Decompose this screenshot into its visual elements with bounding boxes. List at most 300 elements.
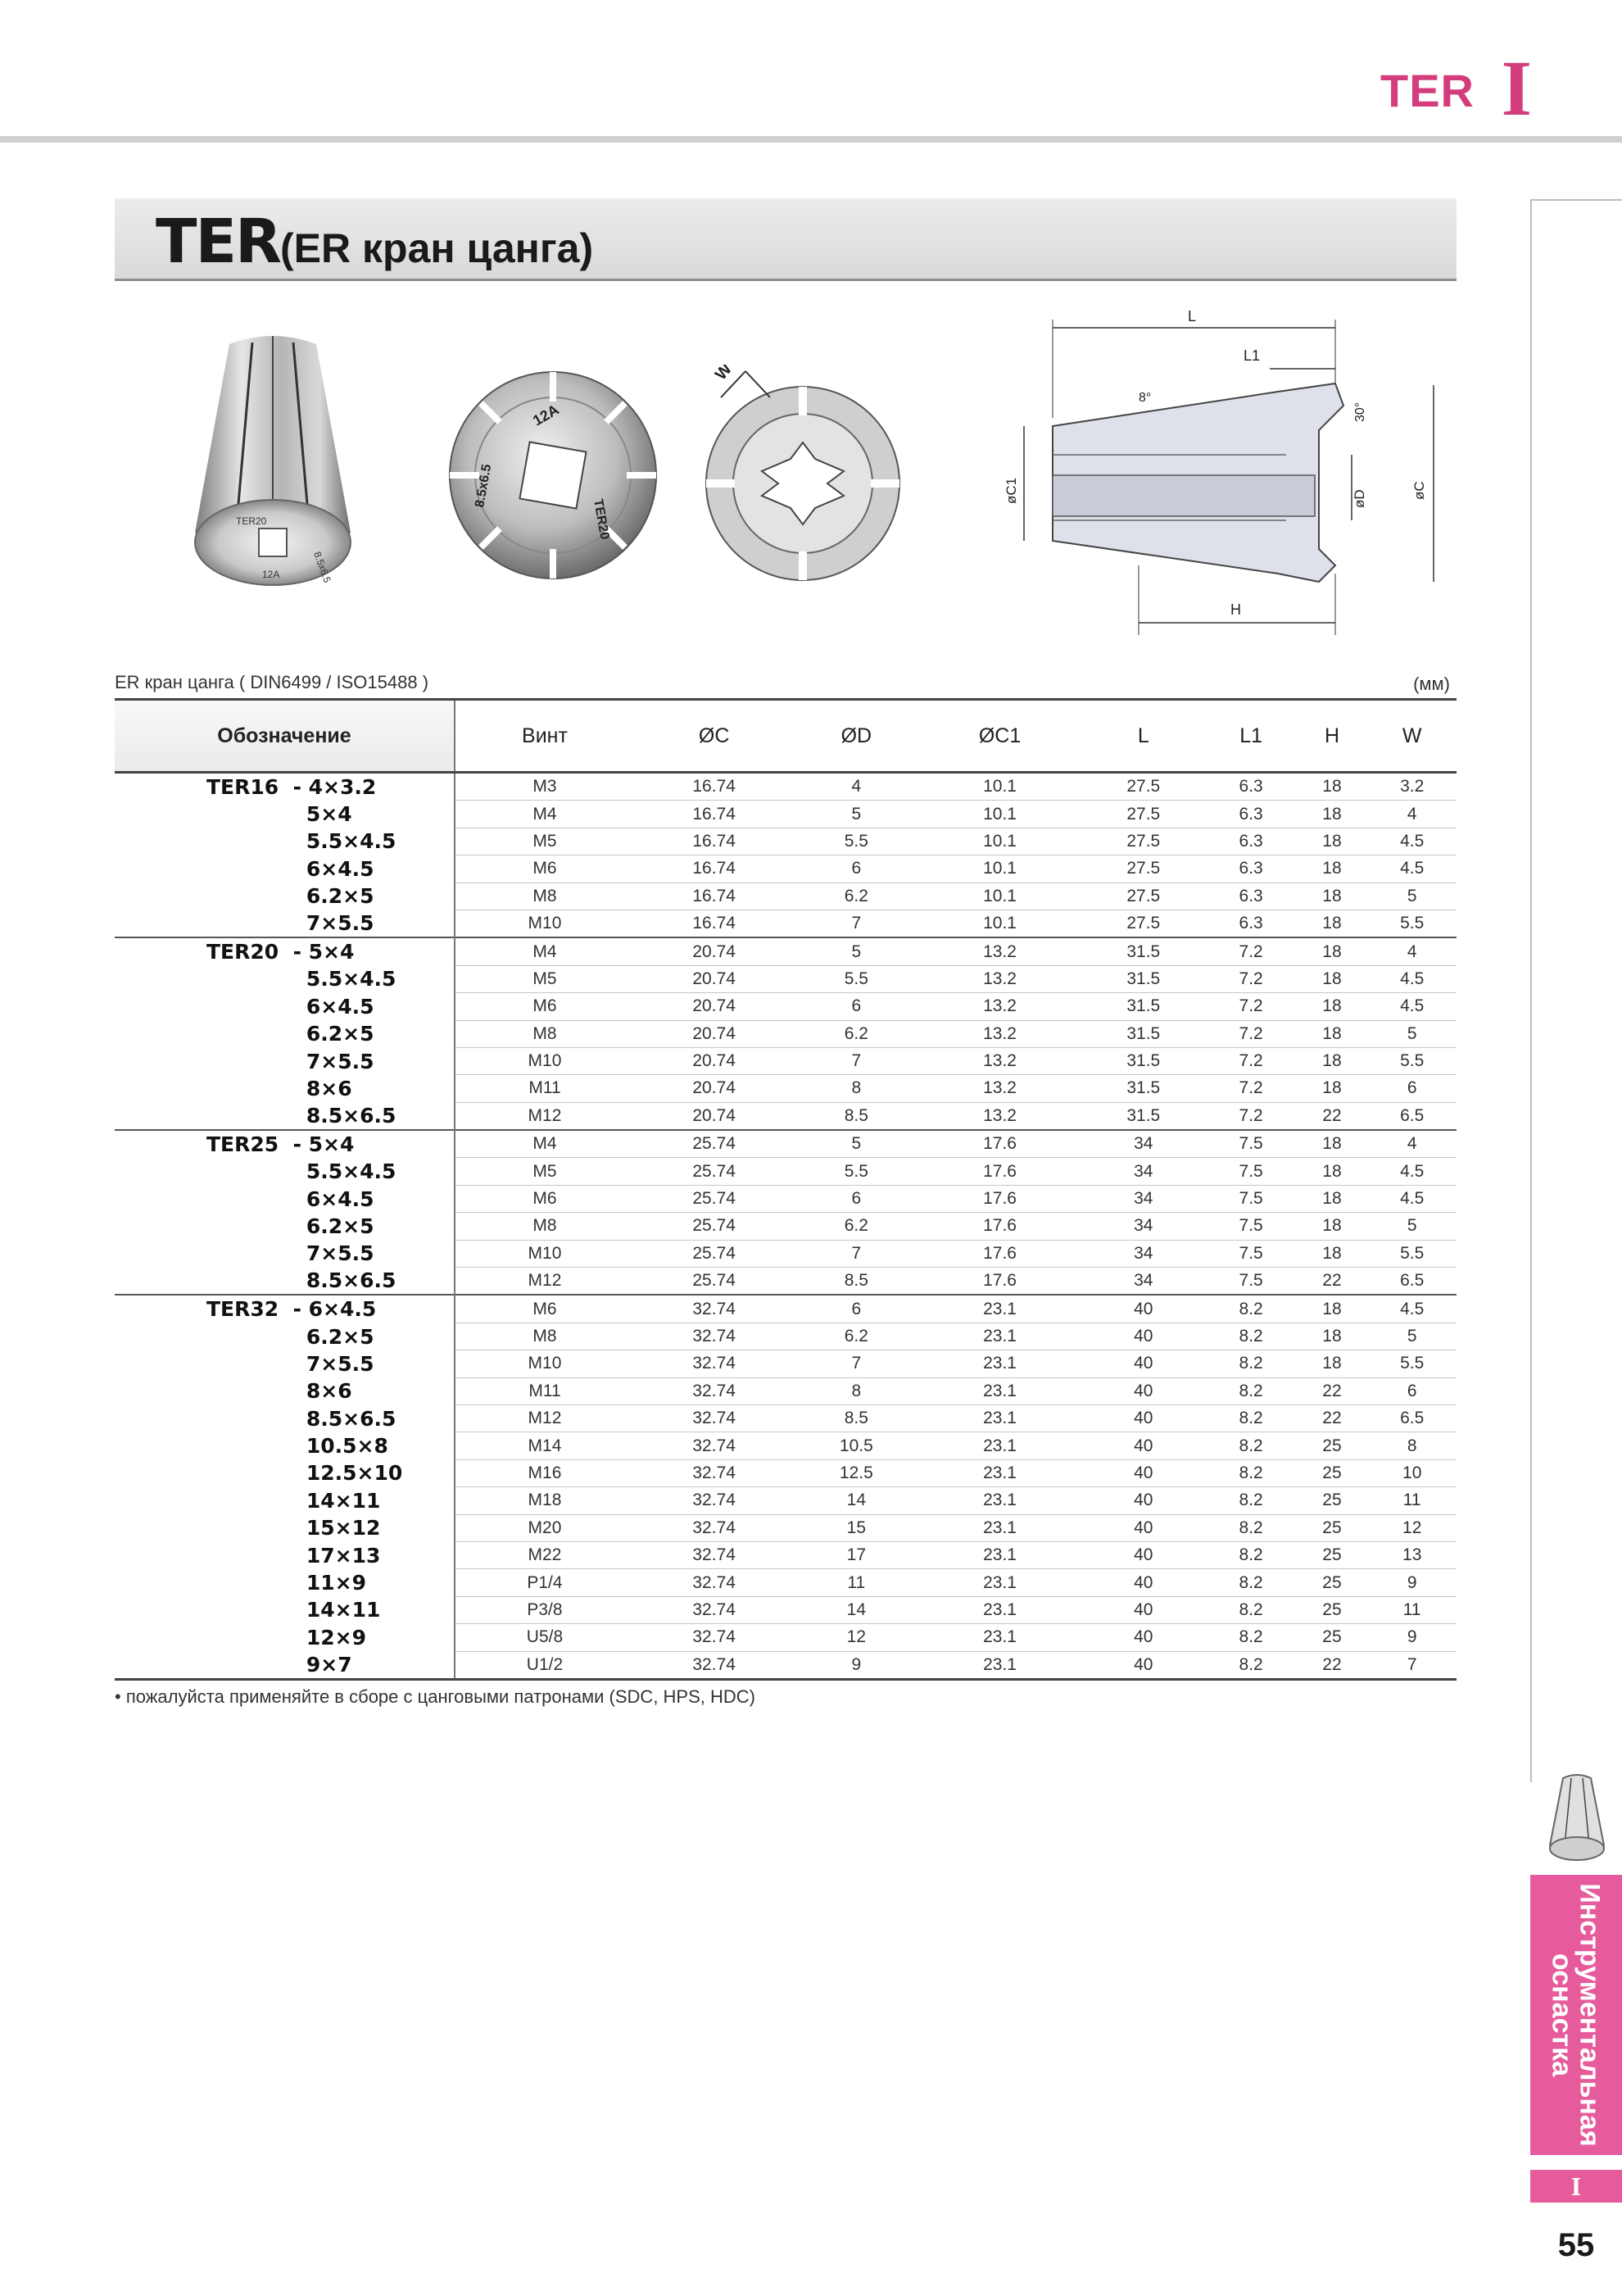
cell-dc1: 13.2: [918, 1047, 1081, 1074]
cell-dd: 6: [794, 1185, 918, 1212]
cell-w: 4.5: [1367, 965, 1457, 992]
cell-designation: 6.2×5: [115, 1020, 455, 1047]
cell-dc: 32.74: [634, 1350, 794, 1377]
page-number: 55: [1557, 2227, 1595, 2263]
table-row: [115, 965, 1457, 992]
cell-h: 18: [1297, 1075, 1368, 1102]
spec-table: [115, 698, 1457, 1681]
collet-front-view-drawing: [688, 365, 901, 586]
cell-screw: M11: [455, 1377, 634, 1404]
cell-h: 25: [1297, 1459, 1368, 1486]
cell-dc1: 23.1: [918, 1569, 1081, 1596]
cell-dc: 16.74: [634, 855, 794, 883]
cell-dd: 12: [794, 1624, 918, 1651]
dim-label-l1: L1: [1244, 347, 1261, 364]
cell-h: 18: [1297, 883, 1368, 910]
cell-h: 25: [1297, 1432, 1368, 1459]
cell-dd: 5.5: [794, 1158, 918, 1185]
cell-dc1: 23.1: [918, 1651, 1081, 1679]
cell-dc1: 23.1: [918, 1377, 1081, 1404]
cell-l1: 7.5: [1206, 1185, 1297, 1212]
cell-screw: M6: [455, 993, 634, 1020]
cell-dc: 16.74: [634, 910, 794, 937]
cell-h: 25: [1297, 1514, 1368, 1541]
dim-label-dd: øD: [1352, 489, 1367, 508]
cell-h: 18: [1297, 855, 1368, 883]
cell-designation: 6×4.5: [115, 855, 455, 883]
cell-dd: 17: [794, 1541, 918, 1568]
cell-l: 34: [1081, 1130, 1206, 1158]
cell-h: 22: [1297, 1268, 1368, 1295]
cell-h: 18: [1297, 1240, 1368, 1267]
table-row: [115, 1213, 1457, 1240]
cell-l: 40: [1081, 1350, 1206, 1377]
cell-designation: TER32 - 6×4.5: [115, 1295, 455, 1323]
cell-w: 5: [1367, 1323, 1457, 1350]
cell-dc1: 10.1: [918, 883, 1081, 910]
cell-designation: 12×9: [115, 1624, 455, 1651]
cell-w: 4.5: [1367, 1158, 1457, 1185]
cell-l1: 8.2: [1206, 1596, 1297, 1623]
cell-designation: 7×5.5: [115, 1240, 455, 1267]
cell-l1: 7.5: [1206, 1268, 1297, 1295]
cell-dd: 5: [794, 937, 918, 965]
cell-dc1: 17.6: [918, 1213, 1081, 1240]
cell-dd: 8.5: [794, 1268, 918, 1295]
cell-l: 27.5: [1081, 910, 1206, 937]
cell-w: 6.5: [1367, 1404, 1457, 1432]
cell-l1: 7.2: [1206, 965, 1297, 992]
col-header-l1: L1: [1206, 700, 1297, 773]
cell-h: 18: [1297, 828, 1368, 855]
collet-section-drawing: [991, 303, 1466, 647]
table-row: [115, 773, 1457, 801]
table-row: [115, 993, 1457, 1020]
cell-l1: 8.2: [1206, 1459, 1297, 1486]
cell-l1: 8.2: [1206, 1295, 1297, 1323]
cell-dc1: 23.1: [918, 1432, 1081, 1459]
cell-l: 27.5: [1081, 801, 1206, 828]
cell-l: 34: [1081, 1158, 1206, 1185]
cell-l1: 7.5: [1206, 1213, 1297, 1240]
cell-l: 40: [1081, 1295, 1206, 1323]
cell-w: 4.5: [1367, 1295, 1457, 1323]
cell-l1: 7.2: [1206, 1020, 1297, 1047]
cell-dd: 14: [794, 1596, 918, 1623]
table-row: [115, 1020, 1457, 1047]
cell-l: 31.5: [1081, 937, 1206, 965]
cell-h: 18: [1297, 993, 1368, 1020]
cell-dc: 25.74: [634, 1268, 794, 1295]
cell-designation: 8×6: [115, 1075, 455, 1102]
cell-l1: 8.2: [1206, 1651, 1297, 1679]
cell-w: 11: [1367, 1596, 1457, 1623]
cell-h: 25: [1297, 1487, 1368, 1514]
cell-dc1: 13.2: [918, 965, 1081, 992]
cell-h: 18: [1297, 1295, 1368, 1323]
table-units: (мм): [1413, 674, 1450, 694]
header-divider: [0, 136, 1622, 143]
cell-designation: 10.5×8: [115, 1432, 455, 1459]
collet-end-photo: [446, 369, 659, 582]
dim-label-dc: øC: [1411, 481, 1427, 500]
cell-dc: 16.74: [634, 773, 794, 801]
collet-thread-marking: 8.5x6.5: [311, 550, 333, 585]
cell-dd: 6.2: [794, 1323, 918, 1350]
cell-dc: 32.74: [634, 1487, 794, 1514]
cell-l: 27.5: [1081, 855, 1206, 883]
cell-dc1: 17.6: [918, 1268, 1081, 1295]
title-main-text: TER: [156, 206, 281, 277]
cell-h: 22: [1297, 1102, 1368, 1130]
cell-dc1: 23.1: [918, 1404, 1081, 1432]
side-tab-frame: [1530, 199, 1622, 1782]
collet-side-photo: [187, 328, 359, 590]
cell-dc: 32.74: [634, 1377, 794, 1404]
cell-l: 40: [1081, 1459, 1206, 1486]
cell-w: 5: [1367, 883, 1457, 910]
cell-l1: 6.3: [1206, 910, 1297, 937]
cell-screw: M10: [455, 1047, 634, 1074]
usage-note: • пожалуйста применяйте в сборе с цанговыми патронами (SDC, HPS, HDC): [115, 1686, 755, 1707]
table-row: [115, 1624, 1457, 1651]
cell-designation: 14×11: [115, 1596, 455, 1623]
table-row: [115, 1596, 1457, 1623]
cell-h: 25: [1297, 1569, 1368, 1596]
cell-w: 11: [1367, 1487, 1457, 1514]
cell-w: 6.5: [1367, 1268, 1457, 1295]
cell-dc: 20.74: [634, 965, 794, 992]
cell-screw: M10: [455, 1350, 634, 1377]
dim-label-h: H: [1230, 601, 1241, 618]
cell-dd: 8: [794, 1075, 918, 1102]
cell-screw: M16: [455, 1459, 634, 1486]
cell-screw: M3: [455, 773, 634, 801]
cell-l1: 6.3: [1206, 855, 1297, 883]
cell-dc: 32.74: [634, 1323, 794, 1350]
cell-w: 9: [1367, 1624, 1457, 1651]
cell-l1: 8.2: [1206, 1541, 1297, 1568]
table-row: [115, 1487, 1457, 1514]
cell-screw: M5: [455, 828, 634, 855]
cell-designation: 5×4: [115, 801, 455, 828]
cell-w: 10: [1367, 1459, 1457, 1486]
cell-screw: M4: [455, 801, 634, 828]
cell-w: 3.2: [1367, 773, 1457, 801]
cell-dc1: 23.1: [918, 1514, 1081, 1541]
cell-h: 18: [1297, 1130, 1368, 1158]
cell-designation: 15×12: [115, 1514, 455, 1541]
cell-designation: TER25 - 5×4: [115, 1130, 455, 1158]
cell-screw: M5: [455, 965, 634, 992]
cell-l: 40: [1081, 1569, 1206, 1596]
cell-dc1: 23.1: [918, 1295, 1081, 1323]
cell-h: 18: [1297, 773, 1368, 801]
col-header-dd: ØD: [794, 700, 918, 773]
table-row: [115, 1047, 1457, 1074]
cell-h: 18: [1297, 801, 1368, 828]
cell-l: 40: [1081, 1404, 1206, 1432]
cell-dc1: 23.1: [918, 1541, 1081, 1568]
cell-l1: 8.2: [1206, 1350, 1297, 1377]
cell-w: 5: [1367, 1020, 1457, 1047]
cell-screw: P1/4: [455, 1569, 634, 1596]
side-tab-line2: оснастка: [1547, 1953, 1579, 2077]
cell-screw: M12: [455, 1102, 634, 1130]
cell-dc: 32.74: [634, 1651, 794, 1679]
table-row: [115, 1102, 1457, 1130]
cell-l1: 8.2: [1206, 1323, 1297, 1350]
cell-dd: 6.2: [794, 1020, 918, 1047]
cell-dc1: 10.1: [918, 855, 1081, 883]
cell-designation: 8.5×6.5: [115, 1268, 455, 1295]
cell-dc1: 17.6: [918, 1130, 1081, 1158]
dim-label-dc1: øC1: [1004, 477, 1019, 504]
cell-w: 12: [1367, 1514, 1457, 1541]
cell-h: 18: [1297, 965, 1368, 992]
cell-w: 13: [1367, 1541, 1457, 1568]
cell-dc1: 23.1: [918, 1624, 1081, 1651]
cell-dc: 20.74: [634, 937, 794, 965]
cell-h: 22: [1297, 1651, 1368, 1679]
cell-dc1: 10.1: [918, 828, 1081, 855]
col-header-dc: ØC: [634, 700, 794, 773]
table-row: [115, 1404, 1457, 1432]
cell-dc: 20.74: [634, 1020, 794, 1047]
cell-w: 5.5: [1367, 1240, 1457, 1267]
table-body: [115, 773, 1457, 1680]
cell-screw: M6: [455, 1295, 634, 1323]
cell-dc1: 10.1: [918, 801, 1081, 828]
table-row: [115, 1185, 1457, 1212]
cell-w: 5.5: [1367, 1350, 1457, 1377]
header-roman-numeral: I: [1501, 44, 1532, 132]
cell-dc1: 13.2: [918, 1102, 1081, 1130]
cell-l1: 6.3: [1206, 828, 1297, 855]
cell-dd: 11: [794, 1569, 918, 1596]
cell-screw: M5: [455, 1158, 634, 1185]
cell-h: 18: [1297, 910, 1368, 937]
cell-w: 6: [1367, 1075, 1457, 1102]
cell-w: 4: [1367, 801, 1457, 828]
collet-model-marking: TER20: [236, 515, 267, 527]
cell-screw: M12: [455, 1268, 634, 1295]
cell-designation: 8×6: [115, 1377, 455, 1404]
table-row: [115, 910, 1457, 937]
cell-dd: 6.2: [794, 883, 918, 910]
page-title: [156, 206, 593, 277]
cell-designation: 6×4.5: [115, 1185, 455, 1212]
cell-dd: 7: [794, 910, 918, 937]
cell-l1: 7.5: [1206, 1158, 1297, 1185]
table-row: [115, 1514, 1457, 1541]
table-row: [115, 1459, 1457, 1486]
cell-dc1: 23.1: [918, 1350, 1081, 1377]
cell-dc: 20.74: [634, 1047, 794, 1074]
cell-dd: 6: [794, 855, 918, 883]
cell-dd: 5.5: [794, 828, 918, 855]
cell-dc: 16.74: [634, 801, 794, 828]
cell-dd: 5: [794, 801, 918, 828]
cell-w: 4.5: [1367, 855, 1457, 883]
cell-h: 25: [1297, 1624, 1368, 1651]
cell-dc1: 13.2: [918, 993, 1081, 1020]
table-row: [115, 1158, 1457, 1185]
cell-designation: 11×9: [115, 1569, 455, 1596]
cell-h: 18: [1297, 1158, 1368, 1185]
cell-l: 40: [1081, 1514, 1206, 1541]
table-row: [115, 1323, 1457, 1350]
collet-end-thread-marking: 8.5x6.5: [473, 463, 495, 509]
cell-designation: 12.5×10: [115, 1459, 455, 1486]
cell-dd: 4: [794, 773, 918, 801]
table-row: [115, 1130, 1457, 1158]
cell-dc1: 23.1: [918, 1487, 1081, 1514]
col-header-dc1: ØC1: [918, 700, 1081, 773]
cell-screw: M10: [455, 910, 634, 937]
cell-dc1: 23.1: [918, 1323, 1081, 1350]
cell-l: 40: [1081, 1651, 1206, 1679]
cell-l: 31.5: [1081, 1047, 1206, 1074]
cell-w: 4.5: [1367, 993, 1457, 1020]
cell-dc: 32.74: [634, 1624, 794, 1651]
cell-dd: 14: [794, 1487, 918, 1514]
cell-dc: 32.74: [634, 1404, 794, 1432]
cell-l: 40: [1081, 1624, 1206, 1651]
cell-designation: 7×5.5: [115, 910, 455, 937]
cell-designation: 17×13: [115, 1541, 455, 1568]
dim-label-w: W: [711, 365, 736, 384]
cell-dc1: 17.6: [918, 1240, 1081, 1267]
cell-l1: 6.3: [1206, 883, 1297, 910]
cell-screw: M4: [455, 937, 634, 965]
cell-dc: 32.74: [634, 1514, 794, 1541]
side-tab-line1: Инструментальная: [1574, 1883, 1606, 2147]
cell-l1: 7.2: [1206, 993, 1297, 1020]
cell-w: 4.5: [1367, 828, 1457, 855]
cell-dc1: 23.1: [918, 1596, 1081, 1623]
cell-dd: 9: [794, 1651, 918, 1679]
side-tab-roman: I: [1530, 2170, 1622, 2203]
cell-dc: 32.74: [634, 1541, 794, 1568]
cell-l: 34: [1081, 1240, 1206, 1267]
cell-l1: 8.2: [1206, 1487, 1297, 1514]
cell-l: 40: [1081, 1487, 1206, 1514]
cell-designation: 5.5×4.5: [115, 828, 455, 855]
cell-screw: M22: [455, 1541, 634, 1568]
cell-dd: 12.5: [794, 1459, 918, 1486]
cell-screw: M10: [455, 1240, 634, 1267]
cell-dd: 7: [794, 1350, 918, 1377]
table-row: [115, 937, 1457, 965]
table-row: [115, 801, 1457, 828]
table-row: [115, 1350, 1457, 1377]
cell-l: 27.5: [1081, 828, 1206, 855]
cell-w: 5: [1367, 1213, 1457, 1240]
cell-dd: 6: [794, 993, 918, 1020]
table-row: [115, 1075, 1457, 1102]
cell-dc: 25.74: [634, 1213, 794, 1240]
cell-l: 40: [1081, 1596, 1206, 1623]
cell-h: 18: [1297, 1323, 1368, 1350]
cell-dc: 25.74: [634, 1185, 794, 1212]
cell-screw: M6: [455, 1185, 634, 1212]
cell-dc1: 10.1: [918, 773, 1081, 801]
cell-w: 5.5: [1367, 910, 1457, 937]
cell-dd: 7: [794, 1240, 918, 1267]
cell-designation: 9×7: [115, 1651, 455, 1679]
cell-h: 25: [1297, 1541, 1368, 1568]
cell-h: 22: [1297, 1377, 1368, 1404]
cell-l1: 8.2: [1206, 1514, 1297, 1541]
cell-designation: TER16 - 4×3.2: [115, 773, 455, 801]
cell-h: 18: [1297, 1213, 1368, 1240]
title-subtitle: (ER кран цанга): [280, 225, 594, 271]
cell-dd: 6.2: [794, 1213, 918, 1240]
cell-h: 18: [1297, 1185, 1368, 1212]
collet-end-model-marking: TER20: [591, 497, 612, 541]
cell-l1: 8.2: [1206, 1404, 1297, 1432]
collet-end-size-marking: 12A: [530, 401, 562, 429]
col-header-h: H: [1297, 700, 1368, 773]
cell-l1: 8.2: [1206, 1624, 1297, 1651]
cell-screw: M14: [455, 1432, 634, 1459]
cell-h: 18: [1297, 937, 1368, 965]
cell-screw: P3/8: [455, 1596, 634, 1623]
table-row: [115, 1268, 1457, 1295]
cell-dc: 25.74: [634, 1130, 794, 1158]
cell-l: 40: [1081, 1377, 1206, 1404]
cell-l: 40: [1081, 1541, 1206, 1568]
table-row: [115, 883, 1457, 910]
cell-dc: 32.74: [634, 1432, 794, 1459]
table-row: [115, 1377, 1457, 1404]
title-bar: [115, 198, 1457, 281]
cell-l1: 8.2: [1206, 1377, 1297, 1404]
cell-w: 9: [1367, 1569, 1457, 1596]
cell-designation: 5.5×4.5: [115, 965, 455, 992]
cell-screw: M8: [455, 883, 634, 910]
cell-designation: 6×4.5: [115, 993, 455, 1020]
cell-l1: 6.3: [1206, 801, 1297, 828]
cell-screw: M20: [455, 1514, 634, 1541]
col-header-designation: Обозначение: [115, 700, 455, 773]
table-row: [115, 1295, 1457, 1323]
col-header-l: L: [1081, 700, 1206, 773]
cell-l1: 7.5: [1206, 1240, 1297, 1267]
cell-dc1: 10.1: [918, 910, 1081, 937]
collet-size-marking: 12A: [262, 569, 280, 580]
cell-designation: 6.2×5: [115, 1323, 455, 1350]
cell-dd: 5: [794, 1130, 918, 1158]
cell-dc1: 17.6: [918, 1158, 1081, 1185]
cell-dc1: 23.1: [918, 1459, 1081, 1486]
cell-l: 40: [1081, 1432, 1206, 1459]
cell-l: 34: [1081, 1268, 1206, 1295]
table-row: [115, 1541, 1457, 1568]
cell-l: 31.5: [1081, 1020, 1206, 1047]
cell-screw: M8: [455, 1213, 634, 1240]
cell-l: 27.5: [1081, 883, 1206, 910]
cell-designation: 7×5.5: [115, 1047, 455, 1074]
cell-l1: 7.5: [1206, 1130, 1297, 1158]
cell-h: 22: [1297, 1404, 1368, 1432]
cell-screw: M18: [455, 1487, 634, 1514]
cell-l1: 8.2: [1206, 1569, 1297, 1596]
col-header-w: W: [1367, 700, 1457, 773]
cell-dc: 32.74: [634, 1459, 794, 1486]
dim-label-l: L: [1188, 308, 1197, 324]
